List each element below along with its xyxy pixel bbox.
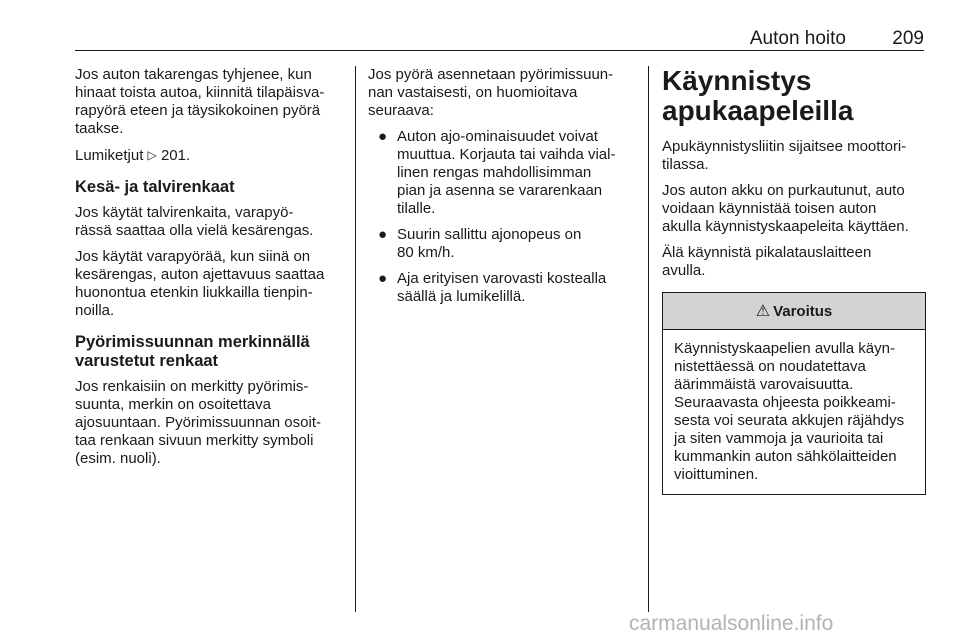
page-header — [75, 28, 924, 51]
warning-title: Varoitus — [773, 302, 833, 320]
paragraph: Jos käytät varapyörää, kun siinä on kesärengas, auton ajettavuus saattaa huonontua etenkin liukkailla tienpin- noilla. — [75, 248, 325, 319]
subheading-summer-winter-tyres: Kesä- ja talvirenkaat — [75, 178, 235, 196]
paragraph: Älä käynnistä pikalatauslaitteen avulla. — [662, 244, 872, 279]
page-number: 209 — [892, 28, 924, 49]
paragraph: Jos auton takarengas tyhjenee, kun hinaat toista autoa, kiinnitä tilapäisva- rapyörä eteen ja täysikokoinen pyörä taakse. — [75, 66, 325, 137]
warning-box — [662, 292, 926, 495]
column-3 — [662, 66, 926, 495]
paragraph: Jos käytät talvirenkaita, varapyö- rässä saattaa olla vielä kesärengas. — [75, 204, 314, 239]
warning-header — [663, 293, 925, 330]
column-divider — [648, 66, 649, 612]
bullet-icon: ● — [378, 226, 388, 243]
bullet-icon: ● — [378, 128, 388, 145]
subheading-directional-tyres: Pyörimissuunnan merkinnällä varustetut renkaat — [75, 333, 310, 370]
watermark: carmanualsonline.info — [629, 612, 834, 635]
warning-text: Käynnistyskaapelien avulla käyn- nistettäessä on noudatettava äärimmäistä varovaisuutta. Seuraavasta ohjeesta poikkeami- sesta voi seurata akkujen räjähdys ja siten vammoja ja vaurioita tai kummankin auton sähkölaitteiden vioittuminen. — [674, 340, 905, 483]
section-title: Auton hoito — [749, 28, 846, 49]
paragraph: Jos pyörä asennetaan pyörimissuun- nan vastaisesti, on huomioitava seuraava: — [368, 66, 614, 119]
page-reference-icon: ▷ — [147, 148, 157, 162]
bullet-list — [368, 128, 636, 306]
cross-reference[interactable] — [75, 146, 343, 165]
list-item-text: Aja erityisen varovasti kostealla säällä ja lumikelillä. — [397, 270, 607, 305]
column-1 — [75, 66, 343, 476]
list-item-text: Auton ajo-ominaisuudet voivat muuttua. Korjauta tai vaihda vial- linen rengas mahdollisimman pian ja asenna se vararenkaan tilalle. — [397, 128, 616, 217]
list-item — [368, 270, 636, 306]
paragraph: Jos auton akku on purkautunut, auto voidaan käynnistää toisen auton akulla käynnistyskaapeleita käyttäen. — [662, 182, 909, 235]
list-item — [368, 226, 636, 262]
reference-page: 201. — [160, 147, 191, 164]
section-heading: Käynnistys apukaapeleilla — [662, 65, 854, 126]
list-item — [368, 128, 636, 218]
paragraph: Apukäynnistysliitin sijaitsee moottori- tilassa. — [662, 138, 907, 173]
column-divider — [355, 66, 356, 612]
column-2 — [368, 66, 636, 314]
bullet-icon: ● — [378, 270, 388, 287]
reference-label: Lumiketjut — [75, 147, 144, 164]
paragraph: Jos renkaisiin on merkitty pyörimis- suunta, merkin on osoitettava ajosuuntaan. Pyörimissuunnan osoit- taa renkaan sivuun merkitty symboli (esim. nuoli). — [75, 378, 321, 467]
list-item-text: Suurin sallittu ajonopeus on 80 km/h. — [397, 226, 582, 261]
warning-triangle-icon: ⚠ — [755, 303, 771, 320]
